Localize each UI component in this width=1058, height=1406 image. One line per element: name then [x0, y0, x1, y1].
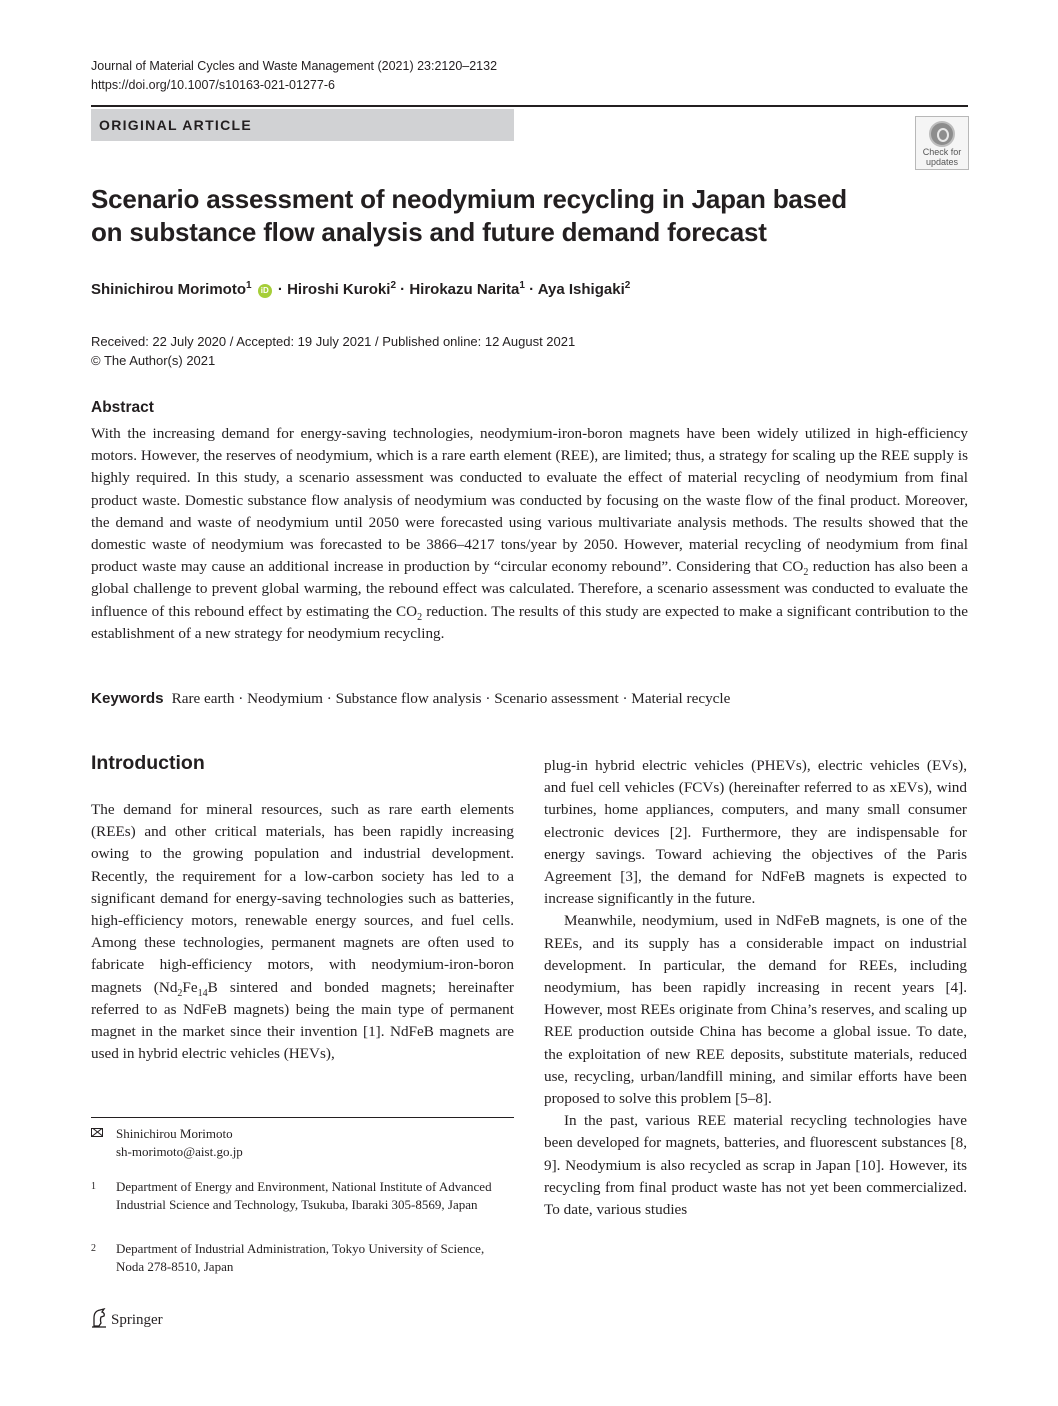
abstract-text-3: reduction. The results of this study are expected to make a significant contribution to the establishment of a new strategy for neodymium recycling. [91, 602, 968, 642]
author-name[interactable]: Hirokazu Narita [409, 281, 520, 298]
author-name[interactable]: Hiroshi Kuroki [287, 281, 391, 298]
affiliation-number: 2 [91, 1243, 96, 1254]
affiliation-1 [91, 1178, 514, 1213]
crossmark-icon [929, 121, 955, 147]
crossmark-line1: Check for [922, 147, 962, 157]
springer-horse-icon [91, 1308, 107, 1328]
author-affiliation: 2 [390, 280, 396, 291]
article-title [91, 183, 851, 249]
author-list [91, 278, 630, 302]
corresponding-email[interactable]: sh-morimoto@aist.go.jp [116, 1143, 243, 1159]
author-separator: · [277, 281, 283, 298]
corresponding-author [91, 1125, 514, 1160]
abstract-heading: Abstract [91, 399, 154, 416]
paragraph: The demand for mineral resources, such as rare earth elements (REEs) and other critical materials, has been rapidly increasing owing to the growing population and industrial development. Recently, the requirement for a low-carbon society has led to a significant demand for energy-saving technologies such as batteries, high-efficiency motors, renewable energy sources, and fuel cells. Among these technologies, permanent magnets are often used to fabricate high-efficiency motors, with neodymium-iron-boron magnets ($Nd_2Fe_{14}B$ sintered and bonded magnets; hereinafter referred to as NdFeB magnets) being the main type of permanent magnet in the market since their invention [1]. NdFeB magnets are used in hybrid electric vehicles (HEVs), [91, 801, 514, 1063]
paragraph: Meanwhile, neodymium, used in NdFeB magnets, is one of the REEs, and its supply has a considerable impact on industrial development. In particular, the demand for REEs, including neodymium, has been rapidly increasing in recent years [4]. However, most REEs originate from China’s reserves, and scaling up REE production outside China has become a global issue. To date, the exploitation of new REE deposits, substitute materials, reduced use, recycling, urban/landfill mining, and similar efforts have been proposed to solve this problem [5–8]. [544, 912, 967, 1108]
abstract-body [91, 423, 968, 645]
section-heading-introduction: Introduction [91, 752, 205, 774]
copyright-line: © The Author(s) 2021 [91, 353, 216, 368]
check-for-updates-badge[interactable] [915, 116, 969, 170]
header-rule [91, 105, 968, 107]
title-line-1: Scenario assessment of neodymium recycling in Japan based [91, 184, 847, 214]
co2-subscript: 2 [803, 567, 809, 579]
body-column-right [544, 755, 967, 1221]
article-type-label: ORIGINAL ARTICLE [99, 117, 253, 133]
publisher-name: Springer [111, 1312, 163, 1328]
email-icon [91, 1128, 103, 1137]
title-line-2: on substance flow analysis and future demand forecast [91, 217, 767, 247]
author-name[interactable]: Aya Ishigaki [537, 281, 625, 298]
co2-subscript: 2 [417, 611, 423, 623]
publication-dates [91, 332, 575, 370]
author-name[interactable]: Shinichirou Morimoto [91, 281, 246, 298]
author-affiliation: 1 [519, 280, 525, 291]
author-affiliation: 1 [246, 280, 252, 291]
orcid-icon[interactable]: iD [258, 284, 272, 298]
affiliation-2 [91, 1240, 514, 1275]
journal-citation: Journal of Material Cycles and Waste Management (2021) 23:2120–2132 [91, 59, 498, 73]
author-affiliation: 2 [624, 280, 631, 291]
body-column-left [91, 799, 514, 1065]
doi-link[interactable]: https://doi.org/10.1007/s10163-021-01277-6 [91, 78, 335, 92]
affiliation-text: Department of Energy and Environment, National Institute of Advanced Industrial Science and Technology, Tsukuba, Ibaraki 305-8569, Japan [116, 1179, 492, 1212]
abstract-text-1: With the increasing demand for energy-saving technologies, neodymium-iron-boron magnets have been widely utilized in high-efficiency motors. However, the reserves of neodymium, which is a rare earth element (REE), are limited; thus, a strategy for scaling up the REE supply is highly required. In this study, a scenario assessment was conducted to evaluate the effect of material recycling of neodymium from final product waste. Domestic substance flow analysis of neodymium was conducted by focusing on the waste flow of the final product. Moreover, the demand and waste of neodymium until 2050 were forecasted using various multivariate analysis methods. The results showed that the domestic waste of neodymium was forecasted to be 3866–4217 tons/year by 2050. However, material recycling of neodymium from final product waste may cause an additional increase in production by “circular economy rebound”. Considering that CO [91, 425, 968, 576]
author-separator: · [529, 281, 535, 298]
subscript: 14 [197, 987, 208, 999]
article-type-banner [91, 109, 514, 141]
journal-header [91, 57, 497, 95]
paragraph: plug-in hybrid electric vehicles (PHEVs), electric vehicles (EVs), and fuel cell vehicles (FCVs) (hereinafter referred to as xEVs), wind turbines, home appliances, computers, and many small consumer electronic devices [2]. Furthermore, they are indispensable for energy savings. Toward achieving the objectives of the Paris Agreement [3], the demand for NdFeB magnets is expected to increase significantly in the future. [544, 757, 967, 908]
corresponding-name: Shinichirou Morimoto [116, 1126, 233, 1141]
author-separator: · [400, 281, 406, 298]
affiliation-text: Department of Industrial Administration, Tokyo University of Science, Noda 278-8510, Japan [116, 1241, 485, 1274]
keywords-label: Keywords [91, 690, 164, 707]
subscript: 2 [177, 987, 183, 999]
publisher-footer [91, 1308, 163, 1331]
keywords [91, 687, 730, 711]
footnote-rule [91, 1117, 514, 1118]
affiliation-number: 1 [91, 1181, 96, 1192]
crossmark-line2: updates [925, 157, 959, 167]
paragraph: In the past, various REE material recycling technologies have been developed for magnets, batteries, and fluorescent substances [8, 9]. Neodymium is also recycled as scrap in Japan [10]. However, its recycling from final product waste has not yet been commercialized. To date, various studies [544, 1112, 967, 1219]
dates-line: Received: 22 July 2020 / Accepted: 19 July 2021 / Published online: 12 August 2021 [91, 334, 576, 349]
abstract-text-2: reduction has also been a global challenge to prevent global warming, the rebound effect was calculated. Therefore, a scenario assessment was conducted to evaluate the influence of this rebound effect by estimating the CO [91, 558, 968, 620]
keywords-list: Rare earth · Neodymium · Substance flow analysis · Scenario assessment · Material recycle [171, 690, 731, 707]
